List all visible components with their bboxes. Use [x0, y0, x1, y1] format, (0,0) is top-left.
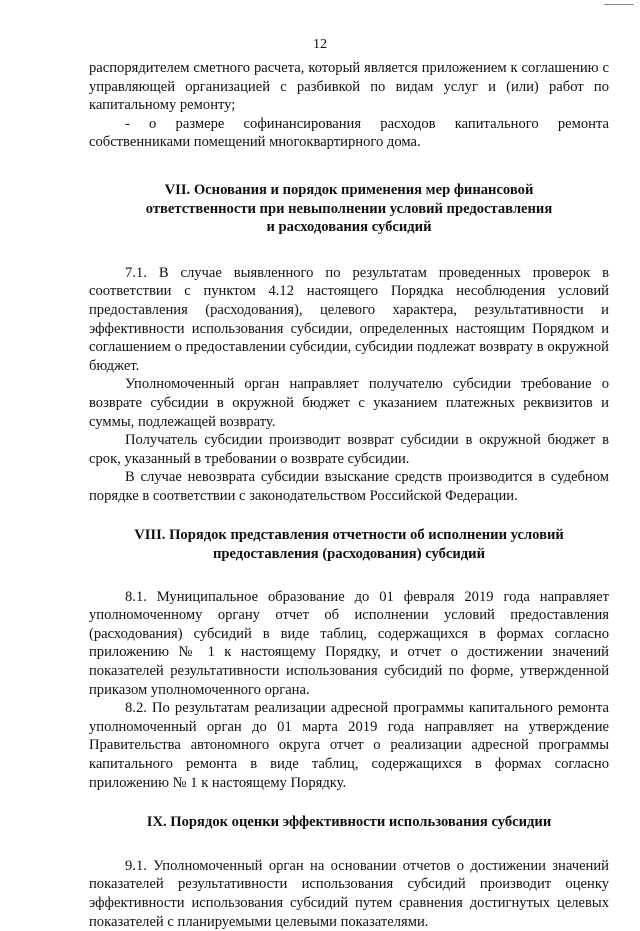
section-7-title — [89, 181, 609, 237]
section-8-title — [89, 526, 609, 563]
page-number: 12 — [313, 37, 327, 52]
scan-corner-mark — [604, 4, 634, 5]
section-7-paragraph-3: Получатель субсидии производит возврат субсидии в окружной бюджет в срок, указанный в требовании о возврате субсидии. — [89, 432, 609, 467]
section-7-title-line-1: VII. Основания и порядок применения мер финансовой — [164, 181, 534, 198]
section-7-title-line-2: ответственности при невыполнении условий предоставления — [145, 200, 553, 217]
section-9-title: IX. Порядок оценки эффективности использования субсидии — [146, 814, 552, 831]
section-7-paragraph-4: В случае невозврата субсидии взыскание средств производится в судебном порядке в соответствии с законодательством Российской Федерации. — [89, 469, 609, 504]
section-9-paragraph-1: 9.1. Уполномоченный орган на основании отчетов о достижении значений показателей результативности использования субсидий производит оценку эффективности использования субсидий путем сравнения достигнутых целевых показателей с планируемыми целевыми показателями. — [89, 857, 609, 930]
intro-paragraph-2: - о размере софинансирования расходов капитального ремонта собственниками помещений многоквартирного дома. — [89, 115, 609, 151]
section-7-paragraph-2: Уполномоченный орган направляет получателю субсидии требование о возврате субсидии в окружной бюджет с указанием платежных реквизитов и суммы, подлежащей возврату. — [89, 376, 609, 430]
intro-paragraph-1: распорядителем сметного расчета, который является приложением к соглашению с управляющей организацией с разбивкой по видам услуг и (или) работ по капитальному ремонту; — [89, 60, 609, 114]
section-8-title-line-1: VIII. Порядок представления отчетности об исполнении условий — [134, 527, 564, 544]
page-content — [89, 59, 609, 931]
section-7-title-line-3: и расходования субсидий — [266, 219, 432, 236]
section-8-paragraph-1: 8.1. Муниципальное образование до 01 февраля 2019 года направляет уполномоченному органу отчет об исполнении условий предоставления (расходования) субсидий в виде таблиц, содержащихся в формах согласно приложению № 1 к настоящему Порядку, и отчет о достижении значений показателей результативности использования субсидий по форме, утвержденной приказом уполномоченного органа. — [89, 588, 609, 698]
section-7-paragraph-1: 7.1. В случае выявленного по результатам проведенных проверок в соответствии с пунктом 4.12 настоящего Порядка несоблюдения условий предоставления (расходования), целевого характера, результативности и эффективности использования субсидии, определенных настоящим Порядком и соглашением о предоставлении субсидии, субсидии подлежат возврату в окружной бюджет. — [89, 264, 609, 374]
section-8-title-line-2: предоставления (расходования) субсидий — [213, 546, 485, 563]
section-8-paragraph-2: 8.2. По результатам реализации адресной программы капитального ремонта уполномоченный орган до 01 марта 2019 года направляет на утверждение Правительства автономного округа отчет о реализации адресной программы капитального ремонта в виде таблиц, содержащихся в формах согласно приложению № 1 к настоящему Порядку. — [89, 700, 609, 791]
